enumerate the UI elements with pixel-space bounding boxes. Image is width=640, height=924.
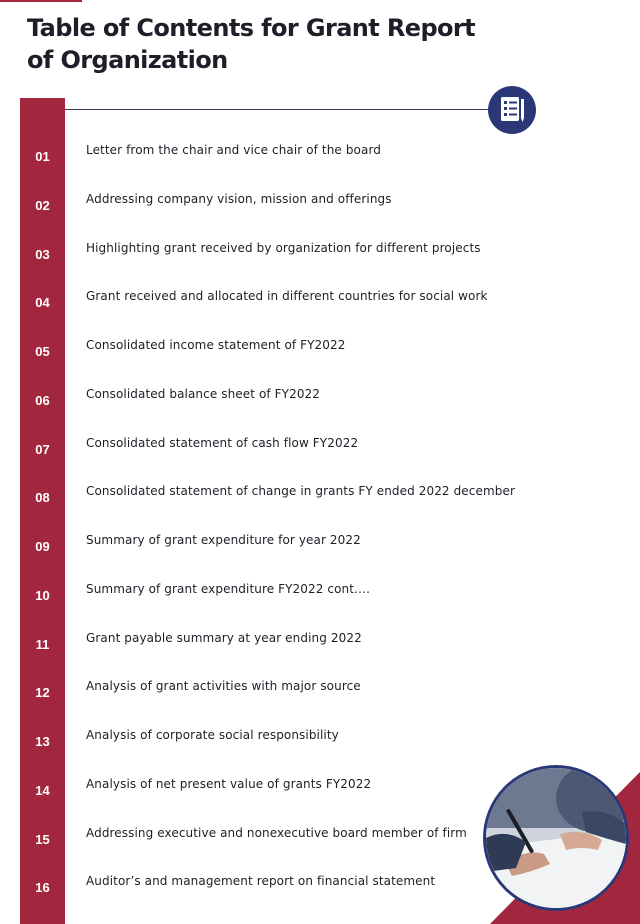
toc-item-number: 13 (35, 734, 50, 749)
toc-item-number: 14 (35, 783, 50, 798)
toc-item-number: 07 (35, 442, 50, 457)
handshake-signing-photo (483, 765, 629, 911)
toc-item-number: 03 (35, 247, 50, 262)
toc-item-title: Auditor’s and management report on financial statement (86, 874, 436, 888)
toc-item-title: Letter from the chair and vice chair of the board (86, 143, 381, 157)
toc-item-number: 12 (35, 685, 50, 700)
toc-item-number: 08 (35, 490, 50, 505)
toc-item-title: Addressing executive and nonexecutive board member of firm (86, 826, 467, 840)
toc-item-number: 11 (35, 637, 50, 652)
toc-item-number: 04 (35, 295, 50, 310)
toc-item-title: Consolidated statement of cash flow FY2022 (86, 436, 359, 450)
toc-item-title: Consolidated income statement of FY2022 (86, 338, 346, 352)
page-title: Table of Contents for Grant Report of Organization (27, 14, 476, 74)
toc-item-number: 10 (35, 588, 50, 603)
toc-item-number: 01 (35, 149, 50, 164)
toc-item-title: Summary of grant expenditure FY2022 cont…. (86, 582, 371, 596)
toc-item-number: 05 (35, 344, 50, 359)
toc-item-title: Consolidated balance sheet of FY2022 (86, 387, 321, 401)
toc-item-title: Summary of grant expenditure for year 2022 (86, 533, 361, 547)
toc-item-title: Grant received and allocated in different countries for social work (86, 289, 488, 303)
toc-item-number: 15 (35, 832, 50, 847)
toc-item-title: Grant payable summary at year ending 2022 (86, 631, 362, 645)
toc-item-number: 09 (35, 539, 50, 554)
toc-item-number: 06 (35, 393, 50, 408)
toc-item-title: Analysis of net present value of grants FY2022 (86, 777, 372, 791)
toc-item-title: Addressing company vision, mission and offerings (86, 192, 392, 206)
toc-item-title: Highlighting grant received by organization for different projects (86, 241, 481, 255)
toc-item-title: Analysis of corporate social responsibility (86, 728, 339, 742)
toc-item-title: Analysis of grant activities with major source (86, 679, 361, 693)
toc-item-number: 02 (35, 198, 50, 213)
toc-item-number: 16 (35, 880, 50, 895)
toc-item-title: Consolidated statement of change in grants FY ended 2022 december (86, 484, 515, 498)
